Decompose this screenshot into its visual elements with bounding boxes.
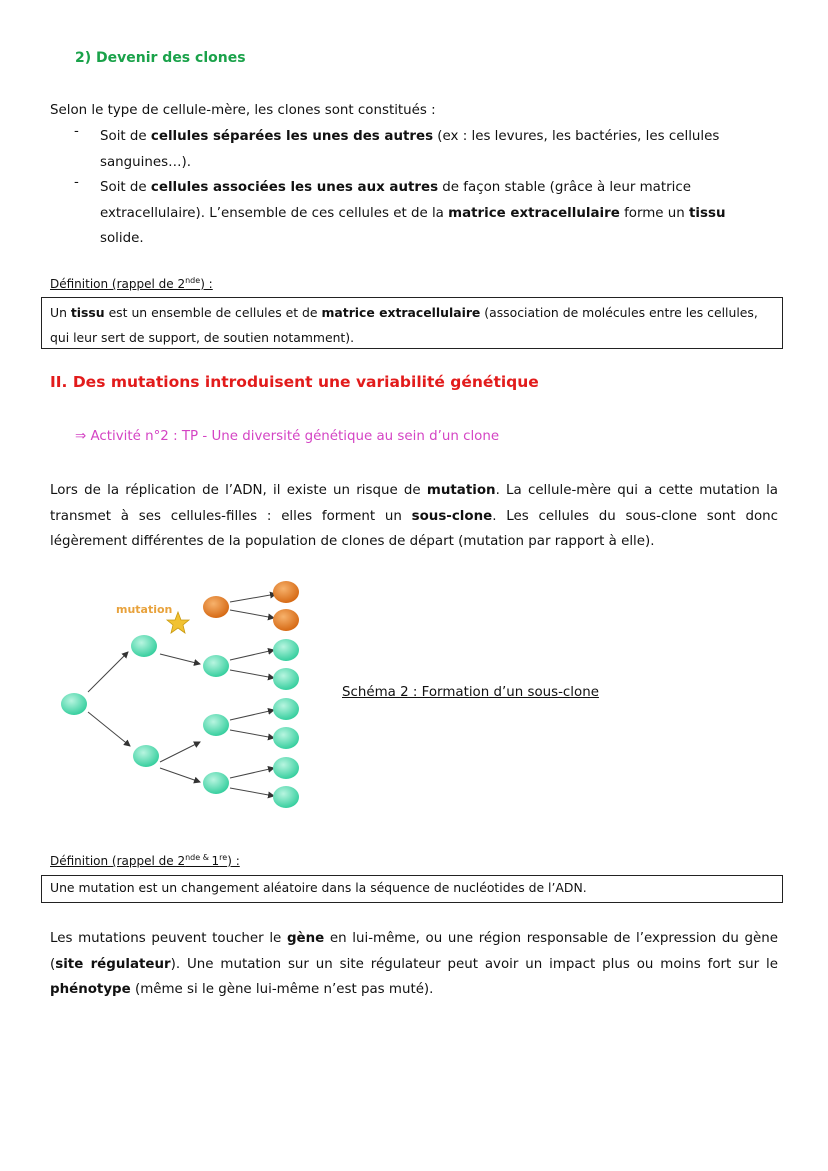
cell [273, 757, 299, 779]
paragraph-mutation: Lors de la réplication de l’ADN, il existe un risque de mutation. La cellule-mère qui a cette mutation la transmet à ses cellules-filles : elles forment un sous-clone. Les cellules du sous-clone sont donc légèrement différentes de la population de clones de départ (mutation par rapport à elle). [50, 483, 778, 549]
cell [203, 655, 229, 677]
bullet-dash: - [74, 124, 79, 139]
mother-cell [61, 693, 87, 715]
section-title: 2) Devenir des clones [75, 50, 246, 66]
cell [273, 639, 299, 661]
cell [203, 714, 229, 736]
mutation-label: mutation [116, 603, 173, 616]
bullet-dash: - [74, 175, 79, 190]
mutant-cell [203, 596, 229, 618]
bullet-item: Soit de cellules séparées les unes des autres (ex : les levures, les bactéries, les cellules sanguines…). [100, 129, 720, 170]
part-title: II. Des mutations introduisent une variabilité génétique [50, 373, 539, 391]
cell [273, 786, 299, 808]
intro-text: Selon le type de cellule-mère, les clones sont constitués : [50, 103, 436, 118]
cell [203, 772, 229, 794]
mutant-cell [273, 581, 299, 603]
mutant-cell [273, 609, 299, 631]
definition-label: Définition (rappel de 2nde) : [50, 276, 213, 291]
cells [61, 581, 299, 808]
cell [273, 668, 299, 690]
paragraph-gene: Les mutations peuvent toucher le gène en lui-même, ou une région responsable de l’expression du gène (site régulateur). Une mutation sur un site régulateur peut avoir un impact plus ou moins fort sur le phénotype (même si le gène lui-même n’est pas muté). [50, 931, 778, 997]
cell [131, 635, 157, 657]
bullet-item: Soit de cellules associées les unes aux autres de façon stable (grâce à leur matrice extracellulaire). L’ensemble de ces cellules et de la matrice extracellulaire forme un tissu solide. [100, 180, 726, 246]
definition-label: Définition (rappel de $2^{nde \&}$ 1re) : [50, 853, 240, 868]
cell [273, 727, 299, 749]
activity-link[interactable]: ⇒ Activité n°2 : TP - Une diversité génétique au sein d’un clone [75, 429, 500, 444]
definition-box: Un tissu est un ensemble de cellules et de matrice extracellulaire (association de molécules entre les cellules, qui leur sert de support, de soutien notamment). [41, 297, 783, 349]
cell [133, 745, 159, 767]
schema-caption: Schéma 2 : Formation d’un sous-clone [342, 685, 599, 700]
definition-box: Une mutation est un changement aléatoire dans la séquence de nucléotides de l’ADN. [41, 875, 783, 903]
cell [273, 698, 299, 720]
subclone-diagram [40, 570, 320, 820]
